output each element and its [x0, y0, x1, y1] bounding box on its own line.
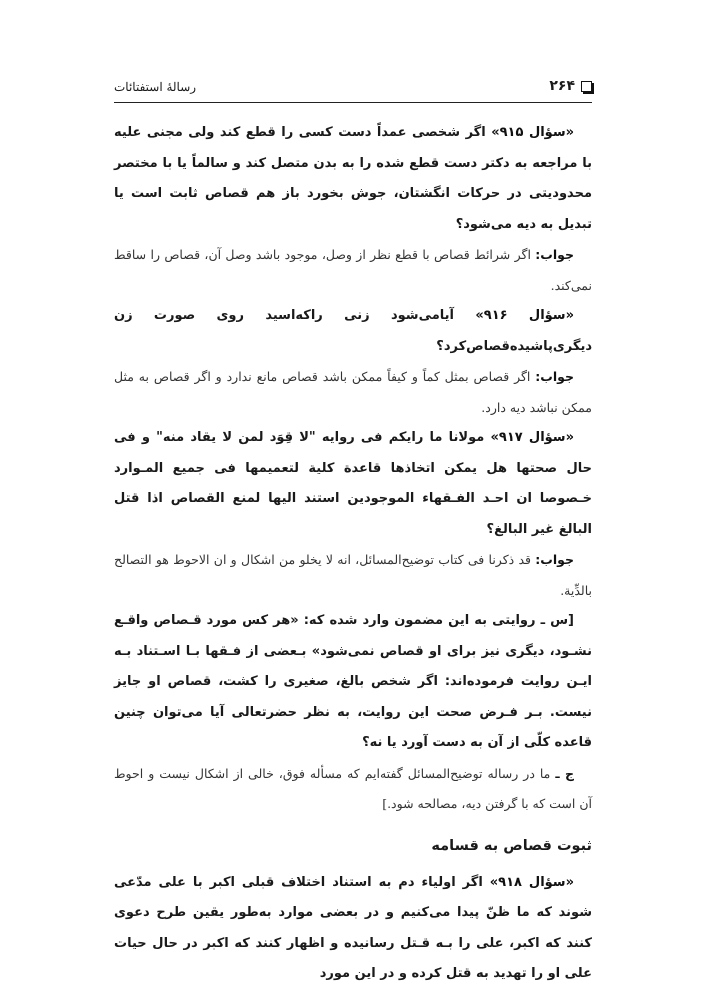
- question-label: «سؤال ۹۱۶»: [475, 308, 574, 323]
- question-text: [س ـ روایتی به این مضمون وارد شده که: «هر کس مورد قـصاص واقـع نشـود، دیگری نیز برای او قصاص نمی‌شود» بـعضی از فـقها بـا اسـتناد بـه ایـن روایت فرموده‌اند: اگر شخص بالغ، صغیری را کشت، قصاص او جایز نیست. بـر فـرض صحت این روایت، به نظر حضرتعالی آیا می‌توان چنین قاعده کلّی از آن به دست آورد یا نه؟: [114, 613, 592, 750]
- answer-text: ما در رساله توضیح‌المسائل گفته‌ایم که مسأله فوق، خالی از اشکال نیست و احوط آن است که با گرفتن دیه، مصالحه شود.]: [114, 765, 592, 811]
- answer-label: جواب:: [535, 552, 574, 567]
- question-918: [114, 868, 592, 990]
- question-text: اگر اولیاء دم به استناد اختلاف قبلی اکبر با علی مدّعی شوند که ما ظنّ پیدا می‌کنیم و در بعضی موارد به‌طور یقین طرح دعوی کنند که اکبر، علی را بـه قـتل رسانیده و اظهار کنند که اکبر در حال حیات علی او را تهدید به قتل کرده و در این مورد: [114, 874, 592, 981]
- question-917: [114, 423, 592, 545]
- question-917-persian: [114, 606, 592, 759]
- answer-text: اگر قصاص بمثل کماً و کیفاً ممکن باشد قصاص مانع ندارد و اگر قصاص به مثل ممکن نباشد دیه دارد.: [114, 369, 592, 415]
- page-header: [114, 76, 592, 103]
- square-bullet-icon: [581, 81, 592, 92]
- page-number: [549, 78, 592, 94]
- question-915: [114, 118, 592, 240]
- answer-label: جواب:: [535, 247, 574, 262]
- question-text: اگر شخصی عمداً دست کسی را قطع کند ولی مجنی علیه با مراجعه به دکتر دست قطع شده را به بدن متصل کند و سالماً یا با مختصر محدودیتی در حرکات انگشتان، جوش بخورد باز هم قصاص ثابت است یا تبدیل به دیه می‌شود؟: [114, 125, 592, 232]
- question-916: [114, 301, 592, 362]
- answer-916: [114, 362, 592, 423]
- running-title: رسالهٔ استفتائات: [114, 80, 197, 94]
- answer-label: ج ـ: [555, 765, 574, 781]
- page-number-text: ۲۶۴: [549, 78, 575, 94]
- answer-label: جواب:: [535, 369, 574, 384]
- question-text: آیامی‌شود زنی راکه‌اسید روی صورت زن دیگری‌پاشیده‌قصاص‌کرد؟: [114, 308, 592, 354]
- answer-915: [114, 240, 592, 301]
- answer-917-persian: [114, 759, 592, 820]
- answer-917: [114, 545, 592, 606]
- answer-text: اگر شرائط قصاص با قطع نظر از وصل، موجود باشد وصل آن، قصاص را ساقط نمی‌کند.: [114, 247, 592, 293]
- answer-text: قد ذکرنا فی کتاب توضیح‌المسائل، انه لا یخلو من اشکال و ان الاحوط هو التصالح بالدِّیة.: [114, 552, 592, 598]
- question-label: «سؤال ۹۱۷»: [490, 430, 574, 445]
- section-heading: ثبوت قصاص به قسامه: [431, 837, 592, 854]
- page-content: [114, 118, 592, 990]
- question-text: مولانا ما رایکم فی روایه "لا قِوَد لمن لا یقاد منه" و فی حال صحتها هل یمکن اتخاذها قاعدة کلیة لتعمیمها فی جمیع المـوارد خـصوصا ان احـد الفـقهاء الموجودین استند الیها لمنع القصاص اذا قتل البالغ غیر البالغ؟: [114, 430, 592, 537]
- question-label: «سؤال ۹۱۸»: [489, 874, 574, 890]
- question-label: «سؤال ۹۱۵»: [491, 125, 575, 140]
